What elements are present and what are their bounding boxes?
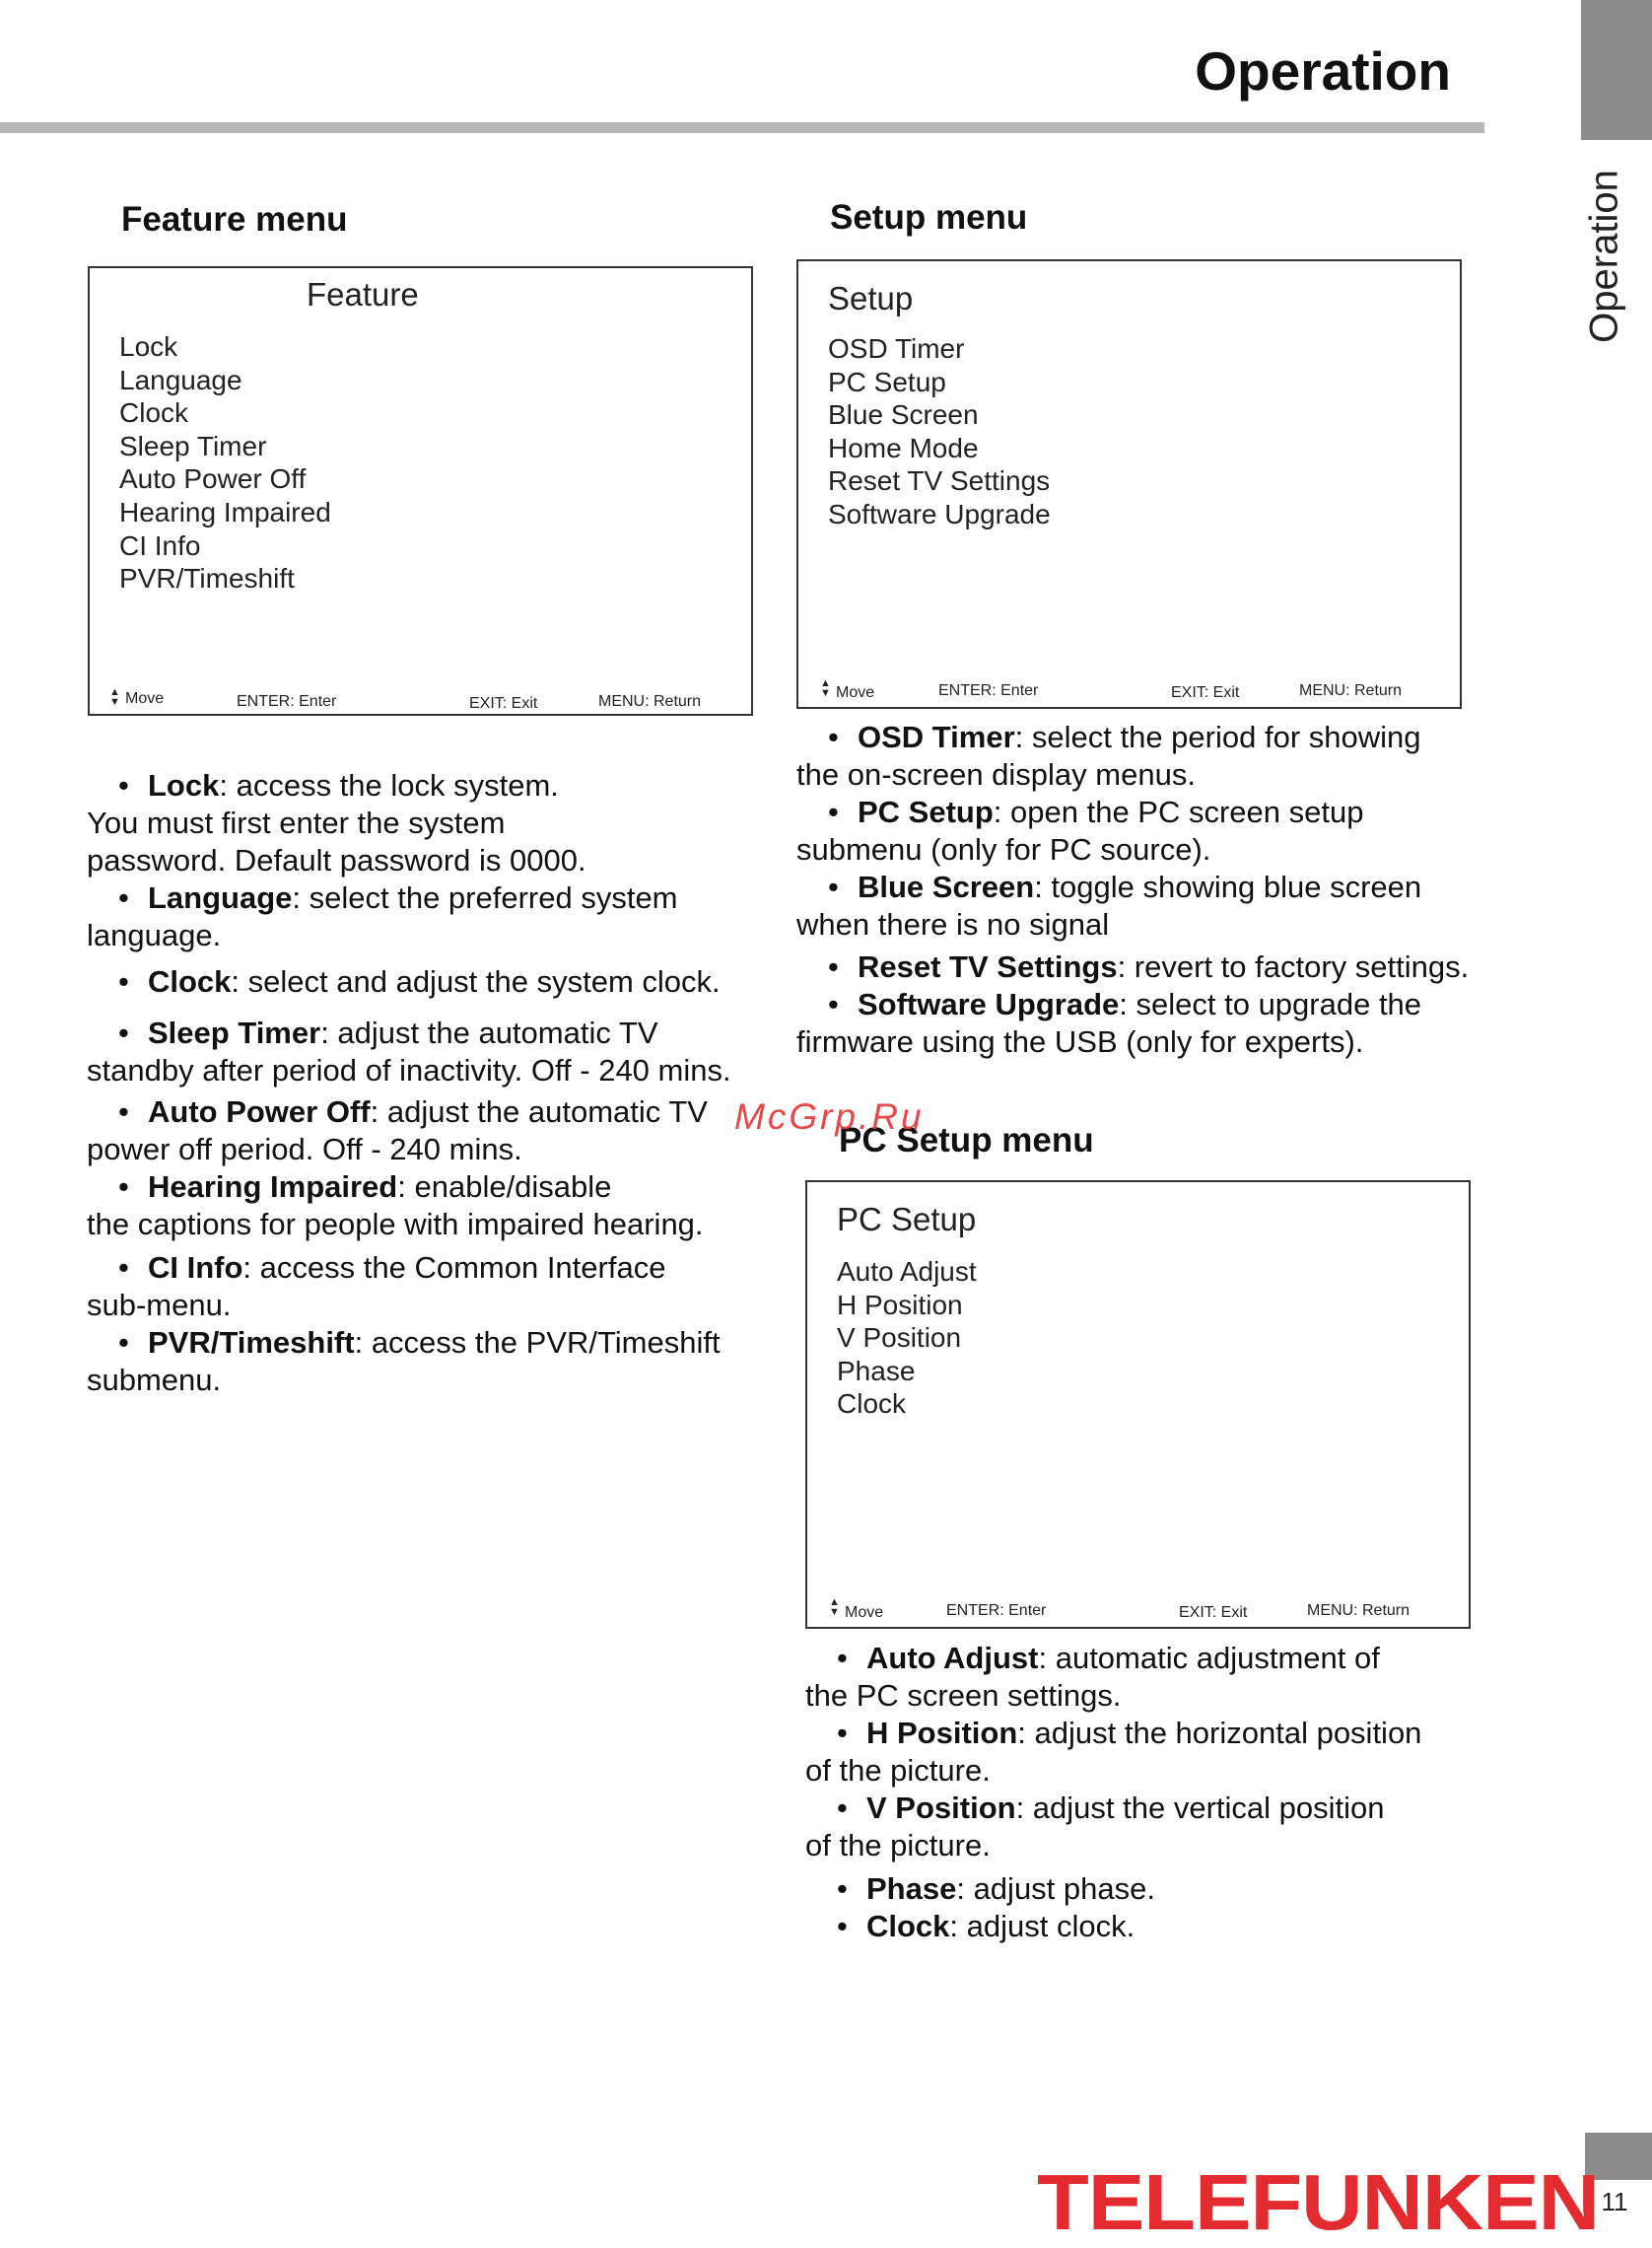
menu-item-h-position[interactable]: H Position xyxy=(837,1289,963,1320)
desc-pvr-timeshift: • PVR/Timeshift: access the PVR/Timeshift xyxy=(118,1325,721,1360)
menu-item-auto-power-off[interactable]: Auto Power Off xyxy=(119,463,307,495)
setup-box-title: Setup xyxy=(828,280,914,316)
desc-sleep-timer: • Sleep Timer: adjust the automatic TV xyxy=(118,1016,658,1050)
desc-pc-setup: • PC Setup: open the PC screen setup xyxy=(828,795,1364,829)
desc-language: • Language: select the preferred system xyxy=(118,880,678,915)
pc-setup-menu-heading: PC Setup menu xyxy=(839,1121,1094,1159)
desc-reset-tv-settings: • Reset TV Settings: revert to factory settings. xyxy=(828,949,1470,984)
setup-menu-heading: Setup menu xyxy=(830,198,1028,237)
pc-setup-menu-list xyxy=(837,1255,977,1421)
menu-item-hearing-impaired[interactable]: Hearing Impaired xyxy=(119,496,331,527)
desc-osd-timer: • OSD Timer: select the period for showing xyxy=(828,720,1421,754)
pc-setup-menu-box xyxy=(805,1180,1471,1629)
menu-item-phase[interactable]: Phase xyxy=(837,1355,916,1386)
menu-item-reset-tv-settings[interactable]: Reset TV Settings xyxy=(828,465,1051,497)
menu-item-auto-adjust[interactable]: Auto Adjust xyxy=(837,1256,977,1287)
desc-v-position: • V Position: adjust the vertical position xyxy=(837,1791,1385,1825)
brand-logo: TELEFUNKEN xyxy=(1037,2158,1600,2246)
menu-item-sleep-timer[interactable]: Sleep Timer xyxy=(119,430,267,461)
setup-descriptions: • OSD Timer: select the period for showing the on-screen display menus. • PC Setup: open the PC screen setup submenu (only for PC source). • Blue Screen: toggle showing blue screen when there is no signal • Reset TV Settings: revert to factory settings. • Software Upgrade: select to upgrade the firmware using the USB (only for experts). xyxy=(796,720,1470,1059)
desc-hearing-impaired: • Hearing Impaired: enable/disable xyxy=(118,1169,612,1204)
hint-return: MENU: Return xyxy=(598,693,702,710)
up-down-arrows-icon: ▲ ▼ xyxy=(109,686,120,708)
hint-exit: EXIT: Exit xyxy=(469,695,538,712)
page-title: Operation xyxy=(1195,40,1451,102)
hint-exit: EXIT: Exit xyxy=(1179,1604,1248,1621)
setup-menu-list xyxy=(828,332,1051,531)
up-down-arrows-icon: ▲ ▼ xyxy=(829,1596,840,1618)
feature-menu-box xyxy=(88,266,753,716)
menu-item-pc-setup[interactable]: PC Setup xyxy=(828,366,946,397)
menu-item-lock[interactable]: Lock xyxy=(119,331,178,362)
desc-clock: • Clock: select and adjust the system clock. xyxy=(118,964,721,999)
desc-ci-info: • CI Info: access the Common Interface xyxy=(118,1250,666,1285)
desc-clock: • Clock: adjust clock. xyxy=(837,1909,1136,1943)
up-down-arrows-icon: ▲ ▼ xyxy=(820,677,831,699)
hint-enter: ENTER: Enter xyxy=(938,682,1039,699)
feature-menu-list xyxy=(119,330,331,596)
hint-enter: ENTER: Enter xyxy=(237,693,337,710)
feature-box-title: Feature xyxy=(307,276,419,313)
side-tab xyxy=(1581,0,1652,140)
desc-software-upgrade: • Software Upgrade: select to upgrade the xyxy=(828,987,1422,1021)
menu-item-clock[interactable]: Clock xyxy=(119,397,189,429)
hint-exit: EXIT: Exit xyxy=(1171,684,1240,701)
hint-return: MENU: Return xyxy=(1299,682,1403,699)
pc-setup-box-title: PC Setup xyxy=(837,1201,977,1237)
watermark: McGrp.Ru xyxy=(734,1096,925,1137)
menu-item-pvr-timeshift[interactable]: PVR/Timeshift xyxy=(119,563,295,595)
side-label-text: Operation xyxy=(1582,170,1626,343)
hint-move: Move xyxy=(836,684,875,701)
setup-menu-box xyxy=(796,259,1462,709)
feature-menu-heading: Feature menu xyxy=(121,200,348,239)
desc-h-position: • H Position: adjust the horizontal position xyxy=(837,1716,1422,1750)
title-rule xyxy=(0,122,1484,133)
page-number: 11 xyxy=(1601,2187,1628,2216)
menu-item-language[interactable]: Language xyxy=(119,364,242,395)
pc-setup-descriptions: • Auto Adjust: automatic adjustment of the PC screen settings. • H Position: adjust the horizontal position of the picture. • V Position: adjust the vertical position of the picture. • Phase: adjust phase. • Clock: adjust clock. xyxy=(805,1641,1422,1943)
hint-enter: ENTER: Enter xyxy=(946,1602,1047,1619)
hint-move: Move xyxy=(845,1604,884,1621)
menu-item-ci-info[interactable]: CI Info xyxy=(119,529,201,561)
feature-descriptions: • Lock: access the lock system. You must first enter the system password. Default password is 0000. • Language: select the preferred system language. • Clock: select and adjust the system clock. • Sleep Timer: adjust the automatic TV standby after period of inactivity. Off - 240 mins. • Auto Power Off: adjust the automatic TV power off period. Off - 240 mins. • Hearing Impaired: enable/disable the captions for people with impaired hearing. • CI Info: access the Common Interface sub-menu. • PVR/Timeshift: access the PVR/Timeshift submenu. xyxy=(87,768,731,1397)
menu-item-v-position[interactable]: V Position xyxy=(837,1322,962,1354)
side-section-label xyxy=(1565,158,1644,355)
desc-auto-adjust: • Auto Adjust: automatic adjustment of xyxy=(837,1641,1380,1675)
desc-phase: • Phase: adjust phase. xyxy=(837,1871,1155,1906)
desc-blue-screen: • Blue Screen: toggle showing blue screen xyxy=(828,870,1422,904)
menu-item-software-upgrade[interactable]: Software Upgrade xyxy=(828,498,1051,529)
desc-lock: • Lock: access the lock system. xyxy=(118,768,559,803)
desc-auto-power-off: • Auto Power Off: adjust the automatic TV xyxy=(118,1094,708,1129)
hint-return: MENU: Return xyxy=(1307,1602,1411,1619)
hint-move: Move xyxy=(125,690,165,707)
menu-item-osd-timer[interactable]: OSD Timer xyxy=(828,333,965,364)
menu-item-home-mode[interactable]: Home Mode xyxy=(828,432,979,463)
menu-item-clock[interactable]: Clock xyxy=(837,1388,907,1420)
menu-item-blue-screen[interactable]: Blue Screen xyxy=(828,399,979,431)
